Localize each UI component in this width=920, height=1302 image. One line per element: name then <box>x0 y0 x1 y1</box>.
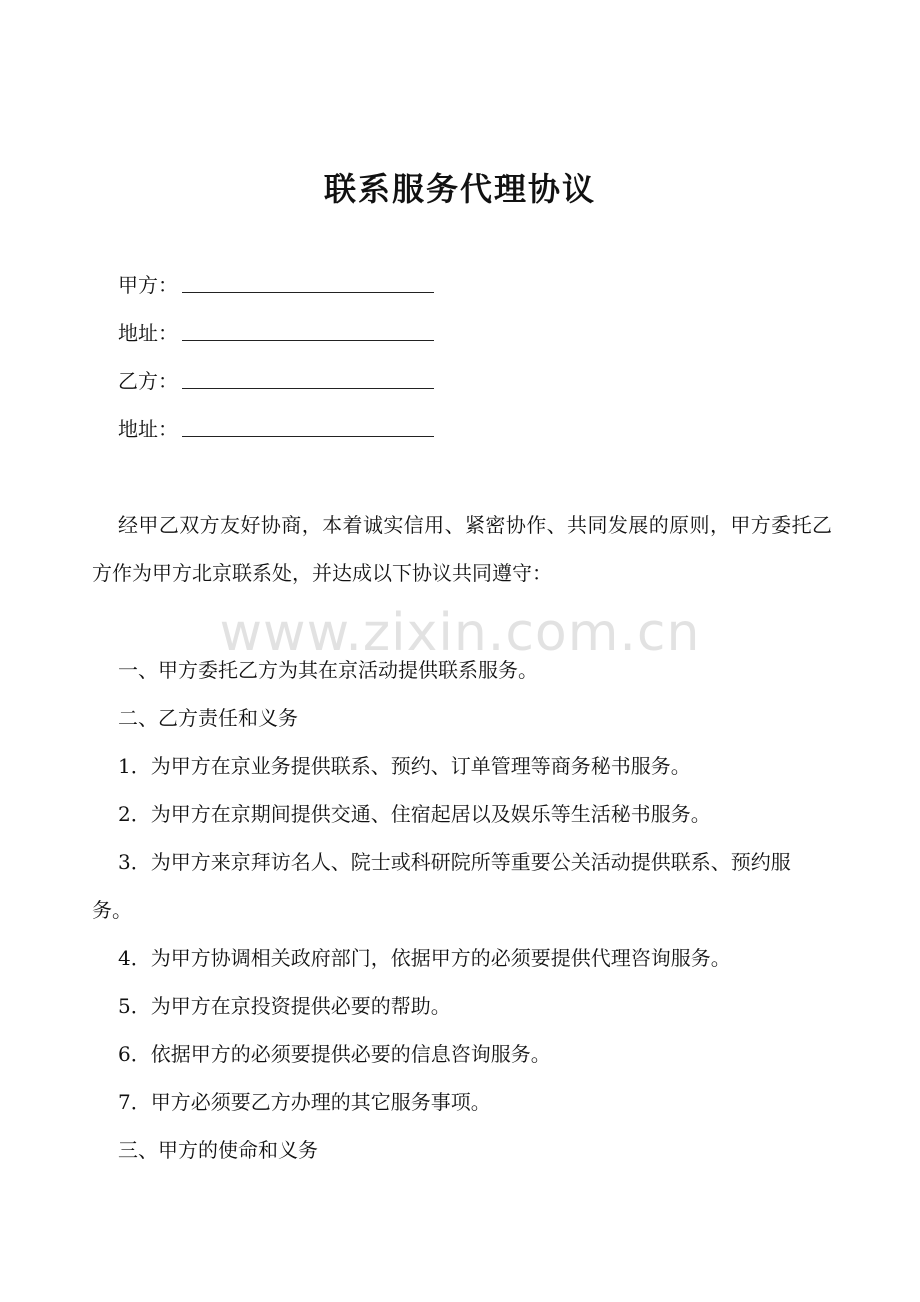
party-b-label: 乙方： <box>118 369 178 393</box>
section-two-heading: 二、乙方责任和义务 <box>118 706 298 730</box>
list-item-6: 6．依据甲方的必须要提供必要的信息咨询服务。 <box>118 1042 551 1066</box>
party-b-blank-line <box>182 366 434 389</box>
intro-paragraph: 经甲乙双方友好协商，本着诚实信用、紧密协作、共同发展的原则，甲方委托乙方作为甲方北京联系处，并达成以下协议共同遵守： <box>92 513 832 585</box>
party-a-row <box>118 270 434 300</box>
party-b-address-blank-line <box>182 414 434 437</box>
document-title: 联系服务代理协议 <box>323 170 596 208</box>
party-b-address-label: 地址： <box>118 417 178 441</box>
list-item-2: 2．为甲方在京期间提供交通、住宿起居以及娱乐等生活秘书服务。 <box>118 802 711 826</box>
party-a-label: 甲方： <box>118 273 178 297</box>
party-b-address-row <box>118 414 434 444</box>
party-a-address-row <box>118 318 434 348</box>
section-three-heading: 三、甲方的使命和义务 <box>118 1138 318 1162</box>
party-a-address-label: 地址： <box>118 321 178 345</box>
list-item-1: 1．为甲方在京业务提供联系、预约、订单管理等商务秘书服务。 <box>118 754 691 778</box>
party-b-row <box>118 366 434 396</box>
watermark: www.zixin.com.cn <box>219 603 701 663</box>
party-a-address-blank-line <box>182 318 434 341</box>
list-item-3: 3．为甲方来京拜访名人、院士或科研院所等重要公关活动提供联系、预约服务。 <box>92 850 791 922</box>
party-a-blank-line <box>182 270 434 293</box>
list-item-4: 4．为甲方协调相关政府部门，依据甲方的必须要提供代理咨询服务。 <box>118 946 731 970</box>
list-item-7: 7．甲方必须要乙方办理的其它服务事项。 <box>118 1090 491 1114</box>
list-item-5: 5．为甲方在京投资提供必要的帮助。 <box>118 994 451 1018</box>
section-one: 一、甲方委托乙方为其在京活动提供联系服务。 <box>118 658 538 682</box>
